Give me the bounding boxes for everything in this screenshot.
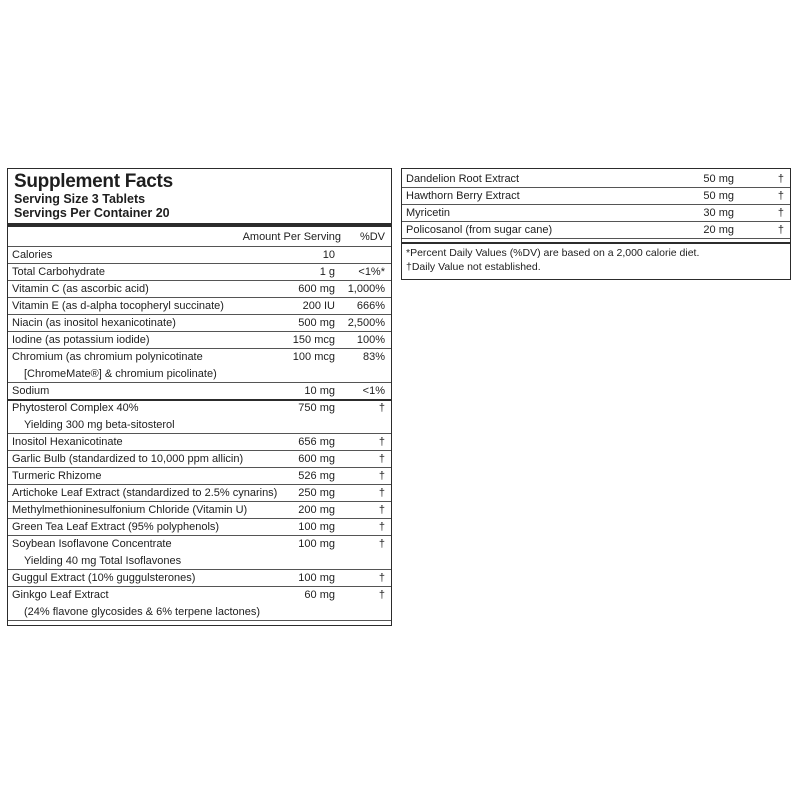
footer-rule — [402, 242, 790, 244]
nutrient-row — [8, 468, 391, 485]
column-header-row — [8, 229, 391, 247]
nutrient-row — [8, 417, 391, 434]
nutrient-row — [8, 434, 391, 451]
nutrient-name: Chromium (as chromium polynicotinate — [12, 351, 203, 363]
nutrient-row — [8, 485, 391, 502]
nutrient-amount: 656 mg — [298, 436, 335, 448]
nutrient-dv: † — [378, 470, 385, 482]
nutrient-amount: 526 mg — [298, 470, 335, 482]
nutrient-name: Soybean Isoflavone Concentrate — [12, 538, 172, 550]
dv-column-header: %DV — [359, 231, 385, 243]
nutrient-row — [8, 400, 391, 416]
nutrient-row — [8, 553, 391, 570]
supplement-facts-continued-panel — [401, 168, 791, 280]
nutrient-amount: 20 mg — [703, 224, 734, 236]
nutrient-dv: † — [378, 538, 385, 550]
nutrient-row — [8, 502, 391, 519]
nutrient-dv: † — [378, 487, 385, 499]
nutrient-row — [8, 298, 391, 315]
nutrient-row — [8, 281, 391, 298]
dv-footnote: *Percent Daily Values (%DV) are based on a 2,000 calorie diet. — [406, 247, 700, 259]
nutrient-row — [8, 451, 391, 468]
nutrient-dv: 83% — [362, 351, 385, 363]
nutrient-name: Turmeric Rhizome — [12, 470, 102, 482]
nutrient-dv: † — [378, 504, 385, 516]
nutrient-row — [8, 587, 391, 603]
nutrient-row — [8, 366, 391, 383]
nutrient-dv: † — [378, 453, 385, 465]
nutrient-amount: 250 mg — [298, 487, 335, 499]
nutrient-row — [8, 315, 391, 332]
nutrient-dv: 1,000% — [347, 283, 385, 295]
nutrient-dv: † — [378, 589, 385, 601]
nutrient-amount: 10 — [322, 249, 335, 261]
nutrient-dv: † — [378, 402, 385, 414]
nutrient-name: Vitamin C (as ascorbic acid) — [12, 283, 149, 295]
nutrient-name: [ChromeMate®] & chromium picolinate) — [24, 368, 217, 380]
nutrient-amount: 100 mcg — [292, 351, 335, 363]
nutrient-name: Policosanol (from sugar cane) — [406, 224, 553, 236]
nutrient-amount: 200 IU — [302, 300, 335, 312]
nutrient-row — [8, 383, 391, 401]
nutrient-row — [8, 604, 391, 621]
nutrient-dv: † — [378, 572, 385, 584]
nutrient-amount: 1 g — [319, 266, 335, 278]
nutrient-row — [8, 349, 391, 365]
nutrient-row — [402, 205, 790, 222]
nutrient-name: Myricetin — [406, 207, 451, 219]
servings-per-container: Servings Per Container 20 — [14, 206, 170, 220]
nutrient-amount: 150 mcg — [292, 334, 335, 346]
header-rule — [8, 223, 391, 227]
nutrient-name: Vitamin E (as d-alpha tocopheryl succinate) — [12, 300, 224, 312]
nutrient-name: Green Tea Leaf Extract (95% polyphenols) — [12, 521, 220, 533]
nutrient-amount: 100 mg — [298, 572, 335, 584]
nutrient-amount: 50 mg — [703, 190, 734, 202]
nutrient-amount: 60 mg — [304, 589, 335, 601]
amount-column-header: Amount Per Serving — [242, 231, 341, 243]
nutrient-dv: † — [378, 436, 385, 448]
nutrient-name: Calories — [12, 249, 53, 261]
nutrient-amount: 500 mg — [298, 317, 335, 329]
nutrient-name: Yielding 40 mg Total Isoflavones — [24, 555, 182, 567]
nutrient-row — [8, 247, 391, 264]
nutrient-name: Niacin (as inositol hexanicotinate) — [12, 317, 176, 329]
nutrient-amount: 100 mg — [298, 521, 335, 533]
nutrient-name: Methylmethioninesulfonium Chloride (Vitamin U) — [12, 504, 248, 516]
nutrient-dv: <1% — [362, 385, 385, 397]
nutrient-name: Iodine (as potassium iodide) — [12, 334, 150, 346]
nutrient-dv: 2,500% — [347, 317, 385, 329]
nutrient-amount: 100 mg — [298, 538, 335, 550]
supplement-facts-panel — [7, 168, 392, 626]
nutrient-dv: † — [777, 224, 784, 236]
nutrient-row — [8, 570, 391, 587]
nutrient-dv: † — [378, 521, 385, 533]
nutrient-name: Total Carbohydrate — [12, 266, 105, 278]
nutrient-amount: 600 mg — [298, 453, 335, 465]
nutrient-amount: 30 mg — [703, 207, 734, 219]
nutrient-row — [402, 188, 790, 205]
nutrient-name: Yielding 300 mg beta-sitosterol — [24, 419, 175, 431]
nutrient-row — [402, 222, 790, 239]
nutrient-name: (24% flavone glycosides & 6% terpene lactones) — [24, 606, 261, 618]
nutrient-name: Ginkgo Leaf Extract — [12, 589, 109, 601]
nutrient-row — [402, 171, 790, 188]
nutrient-name: Guggul Extract (10% guggulsterones) — [12, 572, 196, 584]
nutrient-dv: † — [777, 173, 784, 185]
nutrient-amount: 600 mg — [298, 283, 335, 295]
nutrient-name: Phytosterol Complex 40% — [12, 402, 139, 414]
nutrient-name: Inositol Hexanicotinate — [12, 436, 123, 448]
nutrient-dv: 666% — [356, 300, 385, 312]
nutrient-amount: 750 mg — [298, 402, 335, 414]
nutrient-name: Sodium — [12, 385, 50, 397]
nutrient-amount: 50 mg — [703, 173, 734, 185]
nutrient-dv: † — [777, 207, 784, 219]
facts-title: Supplement Facts — [14, 171, 173, 192]
nutrient-name: Artichoke Leaf Extract (standardized to 2.5% cynarins) — [12, 487, 278, 499]
nutrient-amount: 200 mg — [298, 504, 335, 516]
nutrient-row — [8, 264, 391, 281]
nutrient-name: Hawthorn Berry Extract — [406, 190, 520, 202]
nutrient-name: Dandelion Root Extract — [406, 173, 520, 185]
nutrient-name: Garlic Bulb (standardized to 10,000 ppm allicin) — [12, 453, 244, 465]
nutrient-row — [8, 536, 391, 552]
nutrient-dv: † — [777, 190, 784, 202]
serving-size: Serving Size 3 Tablets — [14, 192, 146, 206]
nutrient-dv: <1%* — [358, 266, 385, 278]
nutrient-dv: 100% — [356, 334, 385, 346]
dagger-footnote: †Daily Value not established. — [406, 261, 541, 273]
nutrient-row — [8, 519, 391, 536]
nutrient-row — [8, 332, 391, 349]
nutrient-amount: 10 mg — [304, 385, 335, 397]
